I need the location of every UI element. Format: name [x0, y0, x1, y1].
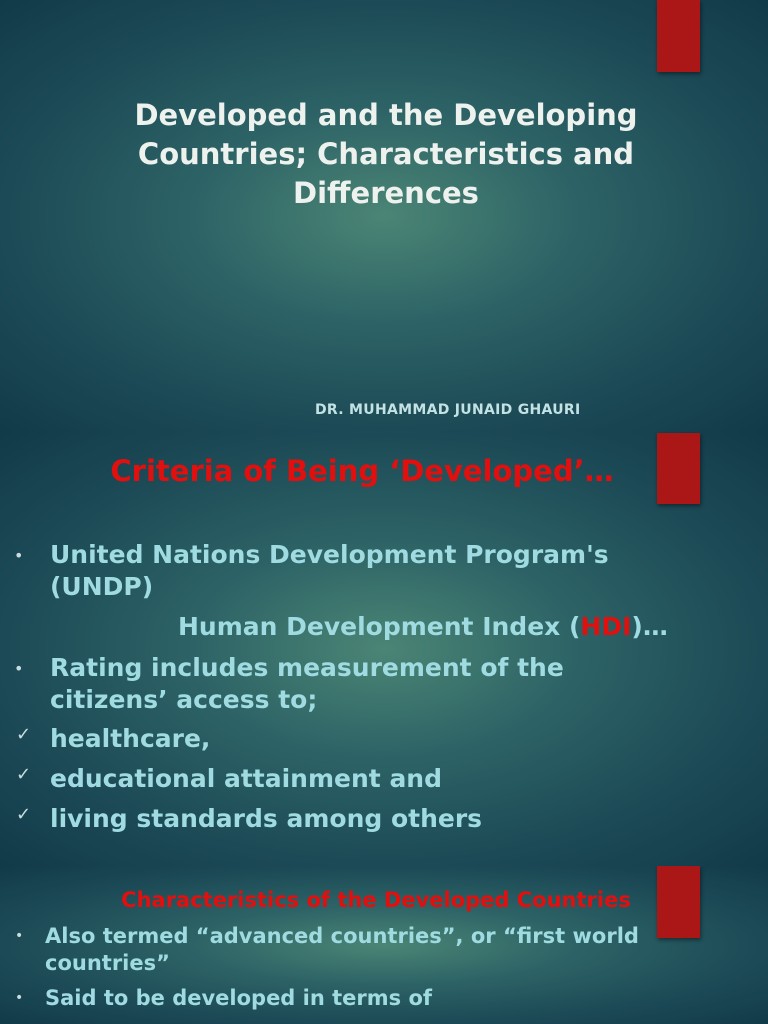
bullet-icon: •	[15, 990, 24, 1006]
presentation-title: Developed and the Developing Countries; Characteristics and Differences	[134, 98, 638, 210]
hdi-line-start: Human Development Index (	[178, 612, 581, 641]
check-icon: ✓	[16, 724, 32, 745]
bullet-text: Said to be developed in terms of	[45, 986, 433, 1010]
check-item: educational attainment and	[50, 764, 443, 793]
accent-bar	[657, 0, 700, 72]
hdi-highlight: HDI	[580, 612, 632, 641]
check-item: healthcare,	[50, 724, 211, 753]
bullet-icon: •	[14, 659, 24, 678]
bullet-text: United Nations Development Program's (UNDP)	[50, 540, 609, 601]
author-name: DR. MUHAMMAD JUNAID GHAURI	[315, 402, 581, 418]
bullet-text: Rating includes measurement of the citizens’ access to;	[50, 653, 564, 714]
slide-characteristics	[0, 866, 768, 1024]
slide-heading: Characteristics of the Developed Countries	[121, 888, 631, 912]
check-item: living standards among others	[50, 804, 483, 833]
hdi-line-end: )…	[631, 612, 668, 641]
slide-heading: Criteria of Being ‘Developed’…	[110, 454, 614, 488]
check-icon: ✓	[16, 764, 32, 785]
bullet-icon: •	[14, 546, 24, 565]
bullet-text: Also termed “advanced countries”, or “first world countries”	[45, 924, 639, 975]
slide-title	[0, 0, 768, 432]
check-icon: ✓	[16, 804, 32, 825]
slide-criteria	[0, 432, 768, 866]
hdi-line	[178, 611, 668, 643]
bullet-icon: •	[15, 928, 24, 944]
